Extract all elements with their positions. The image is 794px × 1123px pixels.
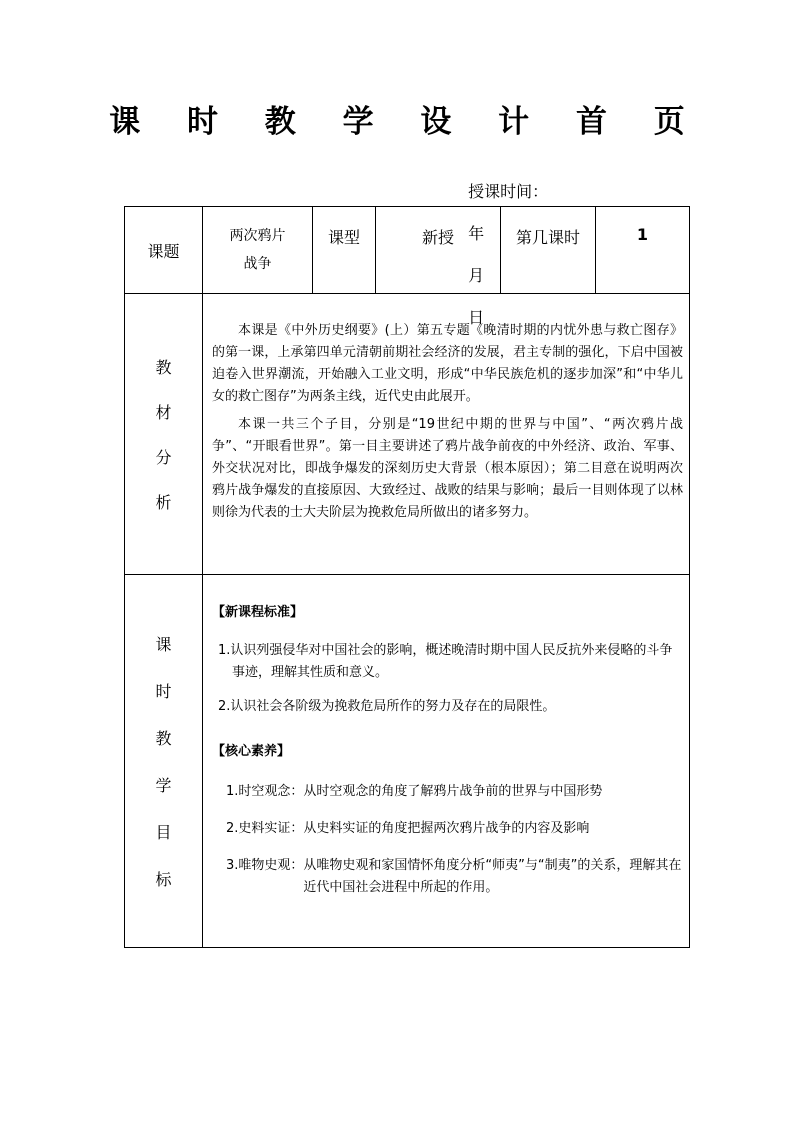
- core-item-label: 1.时空观念：: [226, 784, 304, 799]
- objectives-row: [125, 575, 690, 948]
- objectives-label-char: 教: [155, 729, 172, 748]
- core-item-text: 从史料实证的角度把握两次鸦片战争的内容及影响: [303, 821, 590, 836]
- core-item-label: 3.唯物史观：: [226, 858, 304, 873]
- objectives-label-char: 学: [155, 776, 172, 795]
- header-row: [125, 207, 690, 294]
- analysis-label-char: 教: [155, 358, 172, 377]
- core-heading: 【核心素养】: [212, 744, 291, 759]
- objectives-label: [125, 575, 203, 948]
- core-item: [212, 855, 683, 899]
- standard-item: 2.认识社会各阶级为挽救危局所作的努力及存在的局限性。: [218, 699, 556, 714]
- topic-label: 课题: [125, 207, 203, 294]
- core-item-label: 2.史料实证：: [226, 821, 304, 836]
- topic-value-line2: 战争: [243, 256, 272, 272]
- analysis-label-char: 材: [155, 403, 172, 422]
- analysis-content: [203, 294, 690, 575]
- core-item: [212, 781, 683, 803]
- topic-value-line1: 两次鸦片: [229, 228, 286, 244]
- topic-value: [203, 207, 313, 294]
- period-value: 1: [596, 207, 690, 294]
- objectives-label-char: 标: [155, 870, 172, 889]
- objectives-content: [203, 575, 690, 948]
- date-label: 授课时间：: [468, 182, 549, 201]
- date-day: 日: [468, 308, 485, 327]
- type-label: 课型: [313, 207, 376, 294]
- analysis-label-char: 分: [155, 448, 172, 467]
- core-item: [212, 818, 683, 840]
- objectives-label-char: 课: [155, 635, 172, 654]
- page-title: 课 时 教 学 设 计 首 页: [109, 104, 703, 140]
- lesson-plan-table: [124, 206, 690, 948]
- core-item-text: 从唯物史观和家国情怀角度分析“师夷”与“制夷”的关系，理解其在近代中国社会进程中所起的作用。: [303, 858, 682, 895]
- analysis-row: [125, 294, 690, 575]
- date-month: 月: [468, 266, 485, 285]
- analysis-paragraph: 本课一共三个子目，分别是“19世纪中期的世界与中国”、“两次鸦片战争”、“开眼看世界”。第一目主要讲述了鸦片战争前夜的中外经济、政治、军事、外交状况对比，即战争爆发的深刻历史大背景（根本原因）；第二目意在说明两次鸦片战争爆发的直接原因、大致经过、战败的结果与影响；最后一目则体现了以林则徐为代表的士大夫阶层为挽救危局所做出的诸多努力。: [212, 417, 683, 520]
- analysis-label-char: 析: [155, 493, 172, 512]
- core-item-text: 从时空观念的角度了解鸦片战争前的世界与中国形势: [303, 784, 603, 799]
- analysis-label: [125, 294, 203, 575]
- date-year: 年: [468, 224, 485, 243]
- type-value: 新授: [376, 207, 501, 294]
- period-label: 第几课时: [501, 207, 596, 294]
- analysis-paragraph: 本课是《中外历史纲要》(上）第五专题《晚清时期的内忧外患与救亡图存》的第一课，上承第四单元清朝前期社会经济的发展，君主专制的强化，下启中国被迫卷入世界潮流，开始融入工业文明，形成“中华民族危机的逐步加深”和“中华儿女的救亡图存”为两条主线，近代史由此展开。: [212, 323, 683, 404]
- standard-heading: 【新课程标准】: [212, 605, 304, 620]
- objectives-label-char: 时: [155, 682, 172, 701]
- objectives-label-char: 目: [155, 823, 172, 842]
- standard-item: 1.认识列强侵华对中国社会的影响，概述晚清时期中国人民反抗外来侵略的斗争事迹，理解其性质和意义。: [218, 643, 673, 680]
